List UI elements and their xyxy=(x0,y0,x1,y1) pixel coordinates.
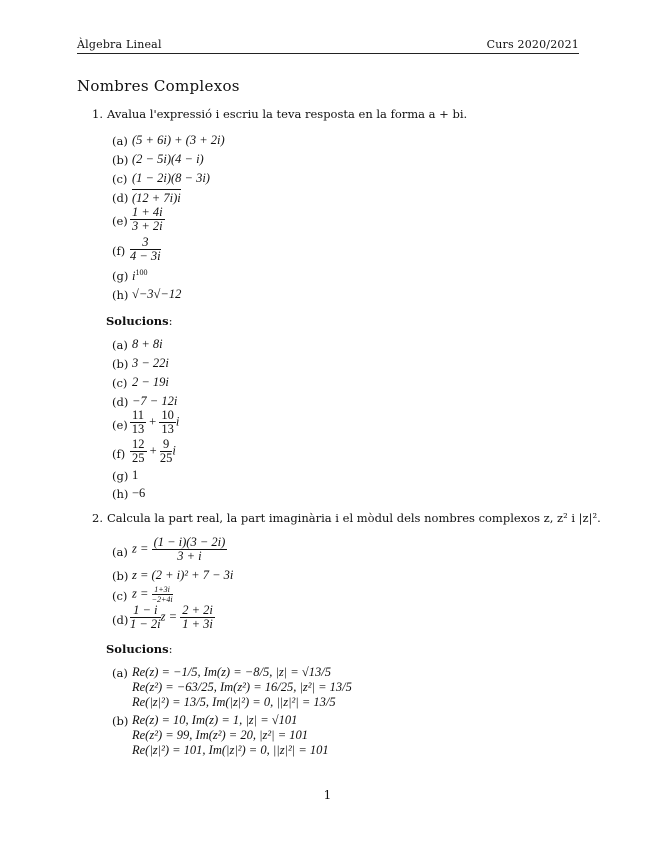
q2-statement: Calcula la part real, la part imaginària i el mòdul dels nombres complexos z, z² i |z|². xyxy=(107,511,601,525)
q2-sol-b-label: (b) xyxy=(112,714,129,728)
q1-number: 1. xyxy=(92,107,103,121)
header-rule xyxy=(77,53,579,54)
q2-d-expr xyxy=(130,604,215,631)
q1-sol-g-expr: 1 xyxy=(132,468,139,482)
q1-a-expr: (5 + 6i) + (3 + 2i) xyxy=(132,133,225,147)
q1-g-base: i xyxy=(132,269,136,284)
q2-d-den1: 1 − 2i xyxy=(130,617,161,631)
q1-statement: Avalua l'expressió i escriu la teva resposta en la forma a + bi. xyxy=(107,107,468,121)
q1-g-expr xyxy=(132,268,147,284)
q1-sol-f-den1: 25 xyxy=(132,451,145,465)
q2-sol-a-line3: Re(|z|²) = 13/5, Im(|z|²) = 0, ||z|²| = 13/5 xyxy=(132,695,336,709)
q1-e-numerator: 1 + 4i xyxy=(132,205,163,219)
q1-e-denominator: 3 + 2i xyxy=(132,219,163,233)
q1-a-label: (a) xyxy=(112,134,128,148)
q2-number: 2. xyxy=(92,511,103,525)
q1-f-fraction xyxy=(130,236,161,263)
q1-sol-f-i: i xyxy=(172,443,176,458)
q1-d-expr: (12 + 7i)i xyxy=(132,191,181,205)
q1-b-expr: (2 − 5i)(4 − i) xyxy=(132,152,204,166)
section-title: Nombres Complexos xyxy=(77,77,240,95)
q1-sol-e-plus: + xyxy=(149,414,157,429)
q1-b-label: (b) xyxy=(112,153,129,167)
q2-c-denominator: −2+4i xyxy=(151,595,173,604)
q2-d-num1: 1 − i xyxy=(130,604,161,618)
q1-c-label: (c) xyxy=(112,172,128,186)
q1-sol-e-num1: 11 xyxy=(132,408,145,422)
q2-a-label: (a) xyxy=(112,545,128,559)
q1-sol-b-expr: 3 − 22i xyxy=(132,356,169,370)
q2-sol-a-label: (a) xyxy=(112,666,128,680)
q1-f-label: (f) xyxy=(112,244,126,258)
q1-sol-e-den1: 13 xyxy=(131,422,145,436)
q2-d-mid: z = xyxy=(160,609,178,624)
q1-sol-f-label: (f) xyxy=(112,447,126,461)
q1-g-exponent: 100 xyxy=(135,268,148,277)
q1-sol-h-expr: −6 xyxy=(132,486,146,500)
q2-c-lhs: z = xyxy=(132,586,149,601)
q2-d-den2: 1 + 3i xyxy=(182,617,213,631)
q1-sol-f-num2: 9 xyxy=(160,438,173,452)
q1-sol-b-label: (b) xyxy=(112,357,129,371)
q1-f-numerator: 3 xyxy=(130,236,161,250)
q1-sol-d-expr: −7 − 12i xyxy=(132,394,178,408)
header-course: Àlgebra Lineal xyxy=(77,38,162,51)
q2-b-expr: z = (2 + i)² + 7 − 3i xyxy=(132,568,234,582)
q1-sol-h-label: (h) xyxy=(112,487,129,501)
q2-sol-b-line2: Re(z²) = 99, Im(z²) = 20, |z²| = 101 xyxy=(132,728,309,742)
q1-sol-e-den2: 13 xyxy=(161,422,174,436)
q1-sol-c-expr: 2 − 19i xyxy=(132,375,169,389)
q2-d-label: (d) xyxy=(112,613,129,627)
q2-a-lhs: z = xyxy=(132,541,149,556)
q1-sol-f-expr xyxy=(130,438,176,465)
q1-f-denominator: 4 − 3i xyxy=(130,249,161,263)
q1-sol-a-label: (a) xyxy=(112,338,128,352)
q1-e-fraction xyxy=(130,206,165,233)
q2-a-numerator: (1 − i)(3 − 2i) xyxy=(153,535,226,549)
q1-sol-e-num2: 10 xyxy=(161,408,174,422)
q1-sol-f-den2: 25 xyxy=(159,451,173,465)
q1-sol-e-i: i xyxy=(175,414,180,429)
header-year: Curs 2020/2021 xyxy=(486,38,579,51)
q2-a-expr xyxy=(132,536,227,563)
q1-sol-d-label: (d) xyxy=(112,395,129,409)
q1-sol-f-plus: + xyxy=(149,443,157,458)
q2-b-label: (b) xyxy=(112,569,129,583)
q2-c-label: (c) xyxy=(112,589,128,603)
q2-c-numerator: 1+3i xyxy=(152,585,173,595)
q2-a-denominator: 3 + i xyxy=(177,549,202,563)
q1-sol-g-label: (g) xyxy=(112,469,129,483)
q2-c-expr xyxy=(132,585,173,604)
q1-e-label: (e) xyxy=(112,214,128,228)
q2-sol-b-line3: Re(|z|²) = 101, Im(|z|²) = 0, ||z|²| = 101 xyxy=(132,743,329,757)
page-number: 1 xyxy=(323,788,332,802)
page-header xyxy=(77,38,579,53)
q1-sol-e-expr xyxy=(130,409,179,436)
q1-sol-e-label: (e) xyxy=(112,418,128,432)
q1-g-label: (g) xyxy=(112,269,129,283)
q1-c-expr: (1 − 2i)(8 − 3i) xyxy=(132,171,210,185)
q1-sol-f-num1: 12 xyxy=(132,437,145,451)
q1-sol-c-label: (c) xyxy=(112,376,128,390)
q1-h-label: (h) xyxy=(112,288,129,302)
q1-d-label: (d) xyxy=(112,191,129,205)
q2-sol-b-line1: Re(z) = 10, Im(z) = 1, |z| = √101 xyxy=(132,713,298,727)
q2-sol-a-line2: Re(z²) = −63/25, Im(z²) = 16/25, |z²| = 13/5 xyxy=(132,680,352,694)
q2-solutions-heading: Solucions: xyxy=(106,642,173,656)
q1-solutions-heading: Solucions: xyxy=(106,314,173,328)
q2-d-num2: 2 + 2i xyxy=(182,603,213,617)
q2-sol-a-line1: Re(z) = −1/5, Im(z) = −8/5, |z| = √13/5 xyxy=(132,665,331,679)
q1-sol-a-expr: 8 + 8i xyxy=(132,337,163,351)
q1-h-expr: √−3√−12 xyxy=(132,287,182,301)
